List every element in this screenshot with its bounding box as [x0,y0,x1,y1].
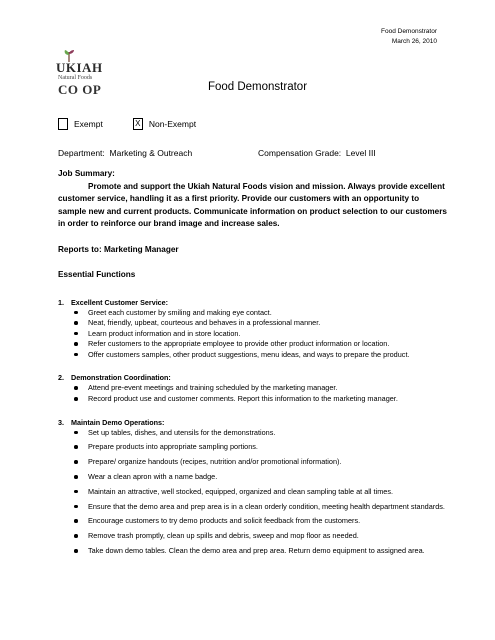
reports-to: Reports to: Marketing Manager [58,244,179,254]
section-customer-service [58,297,448,361]
list-item: Greet each customer by smiling and making eye contact. [72,308,448,319]
list-item: Remove trash promptly, clean up spills and debris, sweep and mop floor as needed. [72,531,448,541]
logo-line-3: CO OP [58,82,102,97]
page-title: Food Demonstrator [207,81,308,93]
comp-value: Level III [345,148,376,158]
section-heading: 1. Excellent Customer Service: [58,297,169,307]
document-body [58,168,448,561]
department-label: Department: [58,148,105,158]
list-item: Encourage customers to try demo products and solicit feedback from the customers. [72,516,448,526]
essential-functions-heading: Essential Functions [58,270,136,279]
list-item: Maintain an attractive, well stocked, equipped, organized and clean sampling table at all times. [72,487,448,497]
exempt-label: Exempt [74,119,103,129]
list-item: Set up tables, dishes, and utensils for the demonstrations. [72,428,448,438]
list-item: Neat, friendly, upbeat, courteous and behaves in a professional manner. [72,318,448,329]
logo-line-1: UKIAH [56,60,103,75]
section-heading: 2. Demonstration Coordination: [58,373,171,383]
list-item: Attend pre-event meetings and training scheduled by the marketing manager. [72,383,448,394]
nonexempt-checkbox[interactable]: X [133,118,143,130]
list-item: Take down demo tables. Clean the demo area and prep area. Return demo equipment to assigned area. [72,546,448,556]
section-heading: 3. Maintain Demo Operations: [58,417,165,427]
section-demo-operations [58,417,448,557]
list-item: Offer customers samples, other product suggestions, menu ideas, and ways to prepare the product. [72,350,448,361]
list-item: Wear a clean apron with a name badge. [72,472,448,482]
exemption-status [58,118,196,130]
list-item: Prepare products into appropriate sampling portions. [72,442,448,452]
running-header-date: March 26, 2010 [391,38,437,45]
summary-label: Job Summary: [58,169,115,178]
department-value: Marketing & Outreach [109,148,193,158]
summary-text: Promote and support the Ukiah Natural Foods vision and mission. Always provide excellent customer service, handling it as a first priority. Provide our customers with an opportunity to sample new and current products. Communicate information on product selection to our customers in order to reinforce our brand image and increase sales. [58,181,447,228]
running-header [381,27,437,47]
department-line [58,148,458,158]
nonexempt-label: Non-Exempt [148,119,197,129]
running-header-title: Food Demonstrator [381,28,437,35]
ukiah-coop-logo [56,50,106,102]
exempt-checkbox[interactable] [58,118,68,130]
list-item: Learn product information and in store location. [72,329,448,340]
section-demo-coordination [58,372,448,404]
list-item: Record product use and customer comments. Report this information to the marketing manager. [72,394,448,405]
comp-label: Compensation Grade: [258,148,342,158]
list-item: Prepare/ organize handouts (recipes, nutrition and/or promotional information). [72,457,448,467]
logo-line-2: Natural Foods [58,75,93,81]
list-item: Refer customers to the appropriate employee to provide other product information or location. [72,339,448,350]
compensation-grade [258,148,376,158]
list-item: Ensure that the demo area and prep area is in a clean orderly condition, meeting health department standards. [72,502,448,512]
